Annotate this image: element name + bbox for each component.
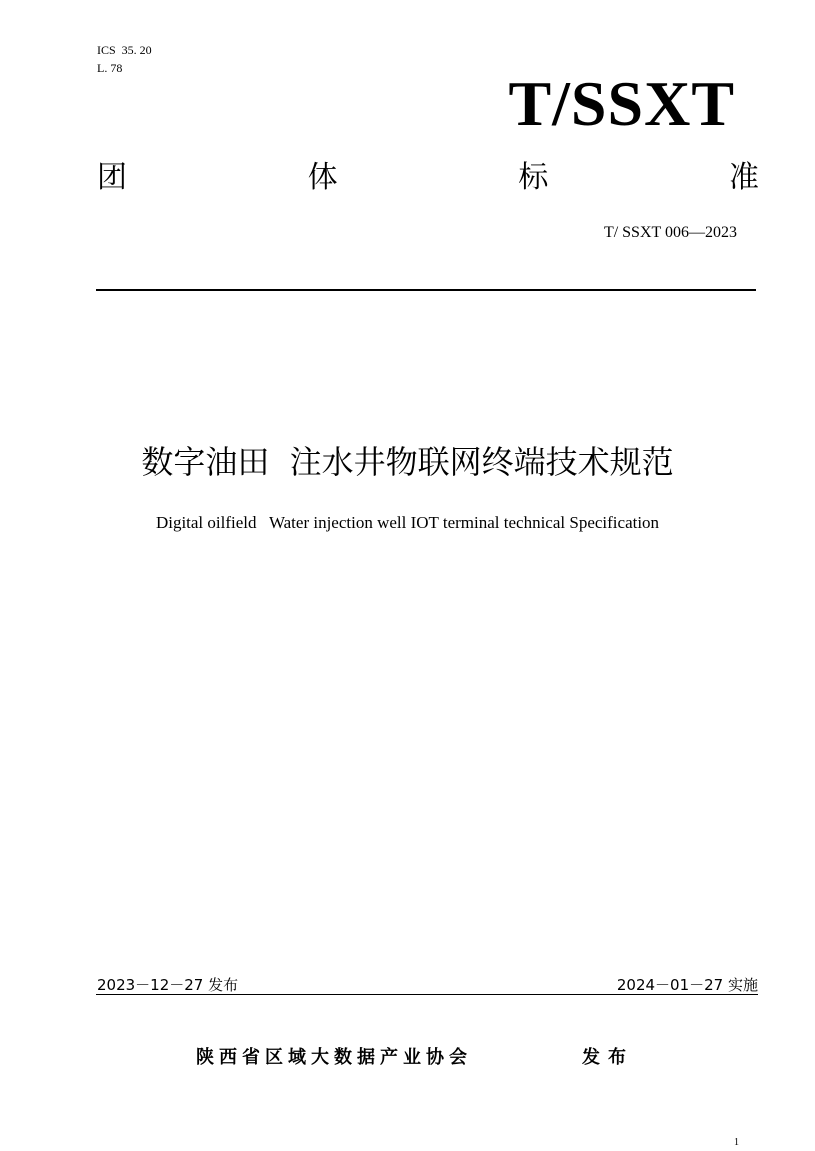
footer-divider <box>96 994 758 995</box>
brand-code: T/SSXT <box>508 68 735 139</box>
publish-date: 2023－12－27 发布 <box>97 976 239 994</box>
standard-type-char: 体 <box>307 160 338 195</box>
standard-type-char: 团 <box>97 160 127 195</box>
implement-date: 2024－01－27 实施 <box>616 976 758 994</box>
standard-number: T/ SSXT 006—2023 <box>603 224 737 241</box>
standard-type-char: 准 <box>728 160 759 195</box>
l-code: L. 78 <box>97 61 123 75</box>
issue-label: 发布 <box>582 1047 634 1068</box>
standard-type <box>97 158 759 198</box>
document-title-en: Digital oilfield Water injection well IOT terminal technical Specification <box>155 513 660 532</box>
document-title-cn: 数字油田 注水井物联网终端技术规范 <box>141 443 674 481</box>
page-number: 1 <box>734 1137 739 1148</box>
ics-code: ICS 35. 20 <box>97 43 152 57</box>
header-divider <box>96 289 756 291</box>
issuer-name: 陕西省区域大数据产业协会 <box>196 1047 472 1068</box>
standard-type-char: 标 <box>518 160 549 195</box>
